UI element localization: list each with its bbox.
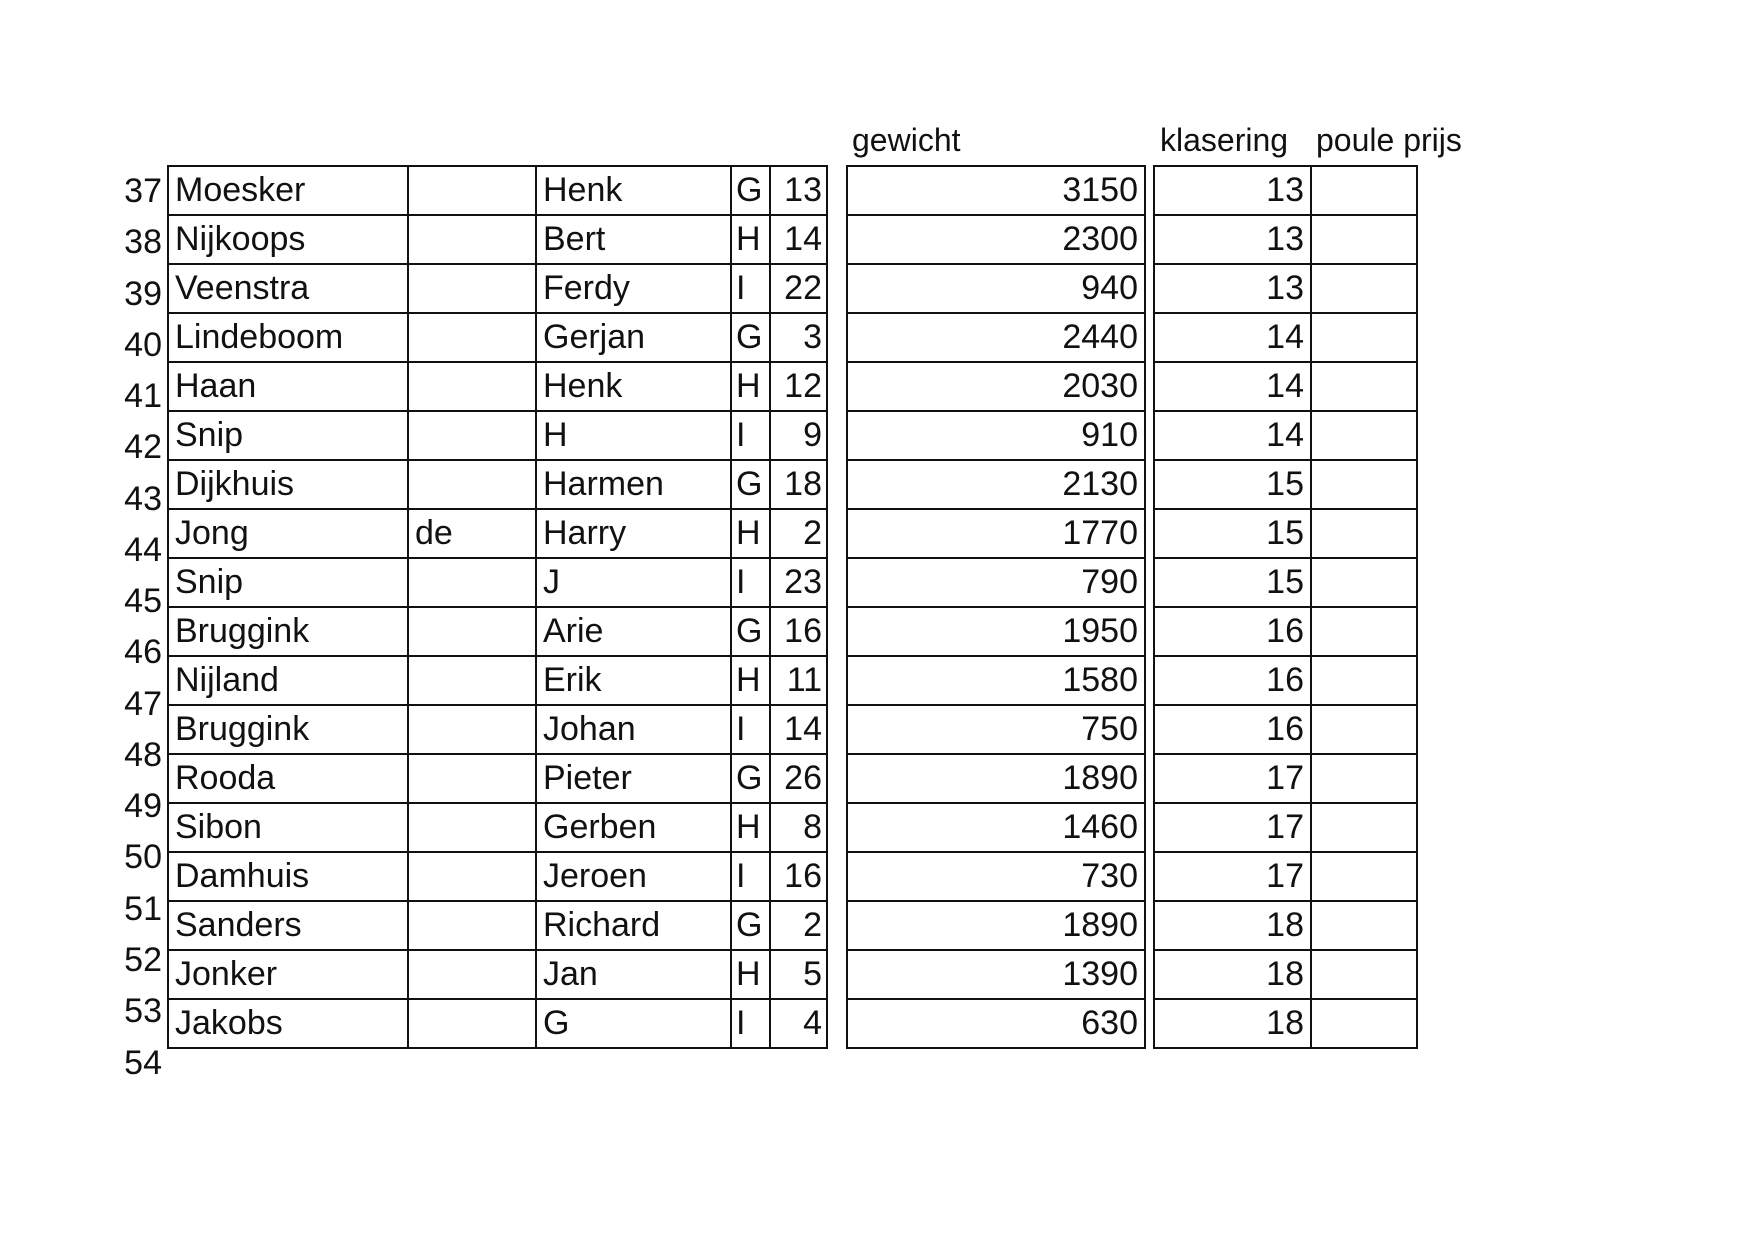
cell-vak: G (731, 607, 770, 656)
cell-plaats: 18 (770, 460, 827, 509)
cell-voornaam: Henk (536, 362, 731, 411)
cell-tussenvoegsel (408, 166, 536, 215)
cell-plaats: 26 (770, 754, 827, 803)
cell-klasering: 15 (1154, 558, 1311, 607)
cell-poule-prijs (1311, 460, 1417, 509)
cell-gewicht: 750 (847, 705, 1145, 754)
cell-achternaam: Sanders (168, 901, 408, 950)
cell-voornaam: Harry (536, 509, 731, 558)
cell-vak: H (731, 362, 770, 411)
cell-poule-prijs (1311, 558, 1417, 607)
cell-voornaam: Bert (536, 215, 731, 264)
row-number: 48 (124, 735, 162, 774)
cell-achternaam: Haan (168, 362, 408, 411)
cell-klasering: 14 (1154, 362, 1311, 411)
cell-voornaam: Jan (536, 950, 731, 999)
table-row (1154, 852, 1417, 901)
cell-klasering: 17 (1154, 852, 1311, 901)
cell-tussenvoegsel (408, 950, 536, 999)
table-row (847, 852, 1145, 901)
cell-voornaam: Gerben (536, 803, 731, 852)
row-number: 38 (124, 223, 162, 262)
table-row (847, 509, 1145, 558)
table-row (1154, 999, 1417, 1048)
table-row (847, 754, 1145, 803)
cell-plaats: 9 (770, 411, 827, 460)
cell-plaats: 2 (770, 901, 827, 950)
cell-gewicht: 3150 (847, 166, 1145, 215)
cell-vak: G (731, 166, 770, 215)
cell-voornaam: Johan (536, 705, 731, 754)
cell-poule-prijs (1311, 754, 1417, 803)
cell-vak: G (731, 901, 770, 950)
table-row (847, 166, 1145, 215)
cell-achternaam: Jakobs (168, 999, 408, 1048)
table-row (847, 803, 1145, 852)
cell-achternaam: Nijkoops (168, 215, 408, 264)
cell-klasering: 13 (1154, 215, 1311, 264)
cell-achternaam: Snip (168, 411, 408, 460)
cell-poule-prijs (1311, 852, 1417, 901)
table-row (847, 411, 1145, 460)
table-row (168, 950, 827, 999)
table-row (1154, 656, 1417, 705)
cell-klasering: 18 (1154, 950, 1311, 999)
cell-achternaam: Sibon (168, 803, 408, 852)
cell-plaats: 8 (770, 803, 827, 852)
row-numbers (108, 166, 162, 1089)
cell-vak: I (731, 411, 770, 460)
cell-klasering: 17 (1154, 754, 1311, 803)
table-row (847, 313, 1145, 362)
cell-achternaam: Jonker (168, 950, 408, 999)
cell-achternaam: Damhuis (168, 852, 408, 901)
cell-klasering: 15 (1154, 509, 1311, 558)
cell-gewicht: 1890 (847, 901, 1145, 950)
cell-poule-prijs (1311, 411, 1417, 460)
cell-plaats: 22 (770, 264, 827, 313)
row-number: 52 (124, 940, 162, 979)
header-poule-prijs: poule prijs (1316, 122, 1462, 158)
table-row (168, 215, 827, 264)
row-number: 40 (124, 325, 162, 364)
row-number: 47 (124, 684, 162, 723)
cell-poule-prijs (1311, 656, 1417, 705)
weight-table (846, 165, 1146, 1049)
table-row (847, 264, 1145, 313)
cell-achternaam: Snip (168, 558, 408, 607)
cell-achternaam: Nijland (168, 656, 408, 705)
cell-vak: I (731, 264, 770, 313)
cell-voornaam: H (536, 411, 731, 460)
cell-voornaam: J (536, 558, 731, 607)
table-row (168, 901, 827, 950)
cell-poule-prijs (1311, 166, 1417, 215)
cell-voornaam: Pieter (536, 754, 731, 803)
table-row (847, 558, 1145, 607)
row-number: 43 (124, 479, 162, 518)
names-table (167, 165, 828, 1049)
cell-achternaam: Bruggink (168, 705, 408, 754)
cell-klasering: 14 (1154, 411, 1311, 460)
table-row (1154, 607, 1417, 656)
cell-vak: H (731, 215, 770, 264)
cell-gewicht: 1390 (847, 950, 1145, 999)
cell-tussenvoegsel (408, 313, 536, 362)
table-row (168, 460, 827, 509)
cell-plaats: 11 (770, 656, 827, 705)
cell-plaats: 16 (770, 852, 827, 901)
cell-poule-prijs (1311, 950, 1417, 999)
table-row (168, 999, 827, 1048)
cell-plaats: 2 (770, 509, 827, 558)
cell-gewicht: 730 (847, 852, 1145, 901)
cell-voornaam: Henk (536, 166, 731, 215)
table-row (1154, 803, 1417, 852)
cell-vak: G (731, 754, 770, 803)
cell-gewicht: 1890 (847, 754, 1145, 803)
cell-vak: I (731, 999, 770, 1048)
table-row (168, 362, 827, 411)
table-row (1154, 362, 1417, 411)
table-row (168, 166, 827, 215)
table-row (168, 705, 827, 754)
table-row (847, 460, 1145, 509)
cell-tussenvoegsel (408, 411, 536, 460)
cell-tussenvoegsel (408, 607, 536, 656)
row-number: 49 (124, 787, 162, 826)
cell-tussenvoegsel (408, 852, 536, 901)
cell-poule-prijs (1311, 509, 1417, 558)
cell-gewicht: 940 (847, 264, 1145, 313)
cell-tussenvoegsel (408, 803, 536, 852)
cell-gewicht: 1770 (847, 509, 1145, 558)
cell-vak: H (731, 509, 770, 558)
table-row (847, 215, 1145, 264)
table-row (1154, 950, 1417, 999)
cell-achternaam: Bruggink (168, 607, 408, 656)
cell-poule-prijs (1311, 901, 1417, 950)
table-row (168, 411, 827, 460)
row-number: 42 (124, 428, 162, 467)
cell-gewicht: 630 (847, 999, 1145, 1048)
cell-achternaam: Dijkhuis (168, 460, 408, 509)
table-row (168, 852, 827, 901)
table-row (168, 803, 827, 852)
cell-gewicht: 2440 (847, 313, 1145, 362)
cell-voornaam: Erik (536, 656, 731, 705)
cell-poule-prijs (1311, 803, 1417, 852)
cell-plaats: 23 (770, 558, 827, 607)
row-number: 44 (124, 530, 162, 569)
table-row (168, 754, 827, 803)
table-row (168, 656, 827, 705)
cell-voornaam: G (536, 999, 731, 1048)
cell-gewicht: 1460 (847, 803, 1145, 852)
cell-gewicht: 2130 (847, 460, 1145, 509)
cell-tussenvoegsel (408, 558, 536, 607)
cell-tussenvoegsel (408, 460, 536, 509)
cell-achternaam: Rooda (168, 754, 408, 803)
table-row (168, 607, 827, 656)
cell-voornaam: Ferdy (536, 264, 731, 313)
cell-gewicht: 2300 (847, 215, 1145, 264)
row-number: 54 (124, 1043, 162, 1082)
table-row (1154, 558, 1417, 607)
cell-tussenvoegsel (408, 754, 536, 803)
cell-klasering: 16 (1154, 656, 1311, 705)
cell-klasering: 16 (1154, 607, 1311, 656)
cell-klasering: 15 (1154, 460, 1311, 509)
cell-poule-prijs (1311, 705, 1417, 754)
table-row (168, 558, 827, 607)
cell-plaats: 16 (770, 607, 827, 656)
table-row (1154, 313, 1417, 362)
cell-gewicht: 910 (847, 411, 1145, 460)
cell-poule-prijs (1311, 362, 1417, 411)
row-number: 45 (124, 582, 162, 621)
table-row (1154, 411, 1417, 460)
row-number: 50 (124, 838, 162, 877)
cell-tussenvoegsel (408, 901, 536, 950)
cell-gewicht: 1580 (847, 656, 1145, 705)
cell-gewicht: 1950 (847, 607, 1145, 656)
rank-table (1153, 165, 1418, 1049)
table-row (1154, 264, 1417, 313)
cell-klasering: 17 (1154, 803, 1311, 852)
cell-vak: I (731, 852, 770, 901)
table-row (1154, 215, 1417, 264)
table-row (847, 656, 1145, 705)
cell-vak: H (731, 803, 770, 852)
cell-achternaam: Lindeboom (168, 313, 408, 362)
cell-poule-prijs (1311, 999, 1417, 1048)
table-row (847, 362, 1145, 411)
cell-voornaam: Richard (536, 901, 731, 950)
cell-voornaam: Harmen (536, 460, 731, 509)
cell-plaats: 4 (770, 999, 827, 1048)
cell-poule-prijs (1311, 313, 1417, 362)
cell-plaats: 12 (770, 362, 827, 411)
cell-achternaam: Moesker (168, 166, 408, 215)
cell-plaats: 14 (770, 705, 827, 754)
table-row (847, 607, 1145, 656)
table-row (847, 901, 1145, 950)
header-klasering: klasering (1160, 122, 1289, 158)
cell-tussenvoegsel (408, 656, 536, 705)
cell-voornaam: Jeroen (536, 852, 731, 901)
table-row (847, 950, 1145, 999)
row-number: 39 (124, 274, 162, 313)
cell-klasering: 18 (1154, 901, 1311, 950)
table-row (847, 705, 1145, 754)
cell-vak: G (731, 313, 770, 362)
cell-poule-prijs (1311, 215, 1417, 264)
row-number: 46 (124, 633, 162, 672)
row-number: 37 (124, 172, 162, 210)
cell-plaats: 13 (770, 166, 827, 215)
cell-klasering: 13 (1154, 264, 1311, 313)
table-row (1154, 705, 1417, 754)
cell-vak: H (731, 656, 770, 705)
cell-achternaam: Jong (168, 509, 408, 558)
table-row (168, 313, 827, 362)
cell-vak: I (731, 558, 770, 607)
header-gewicht: gewicht (852, 122, 961, 158)
table-row (168, 264, 827, 313)
cell-poule-prijs (1311, 264, 1417, 313)
cell-plaats: 3 (770, 313, 827, 362)
table-row (168, 509, 827, 558)
cell-tussenvoegsel (408, 362, 536, 411)
row-number: 53 (124, 992, 162, 1031)
cell-klasering: 16 (1154, 705, 1311, 754)
cell-tussenvoegsel (408, 705, 536, 754)
cell-tussenvoegsel: de (408, 509, 536, 558)
cell-vak: I (731, 705, 770, 754)
cell-klasering: 14 (1154, 313, 1311, 362)
cell-gewicht: 790 (847, 558, 1145, 607)
cell-achternaam: Veenstra (168, 264, 408, 313)
cell-gewicht: 2030 (847, 362, 1145, 411)
cell-voornaam: Arie (536, 607, 731, 656)
table-row (1154, 754, 1417, 803)
table-row (1154, 166, 1417, 215)
cell-klasering: 13 (1154, 166, 1311, 215)
row-number: 41 (124, 377, 162, 416)
cell-tussenvoegsel (408, 264, 536, 313)
table-row (1154, 509, 1417, 558)
table-row (1154, 901, 1417, 950)
cell-klasering: 18 (1154, 999, 1311, 1048)
cell-vak: G (731, 460, 770, 509)
cell-plaats: 14 (770, 215, 827, 264)
row-number: 51 (124, 889, 162, 928)
cell-poule-prijs (1311, 607, 1417, 656)
table-row (1154, 460, 1417, 509)
cell-tussenvoegsel (408, 215, 536, 264)
cell-vak: H (731, 950, 770, 999)
cell-voornaam: Gerjan (536, 313, 731, 362)
cell-plaats: 5 (770, 950, 827, 999)
cell-tussenvoegsel (408, 999, 536, 1048)
table-row (847, 999, 1145, 1048)
